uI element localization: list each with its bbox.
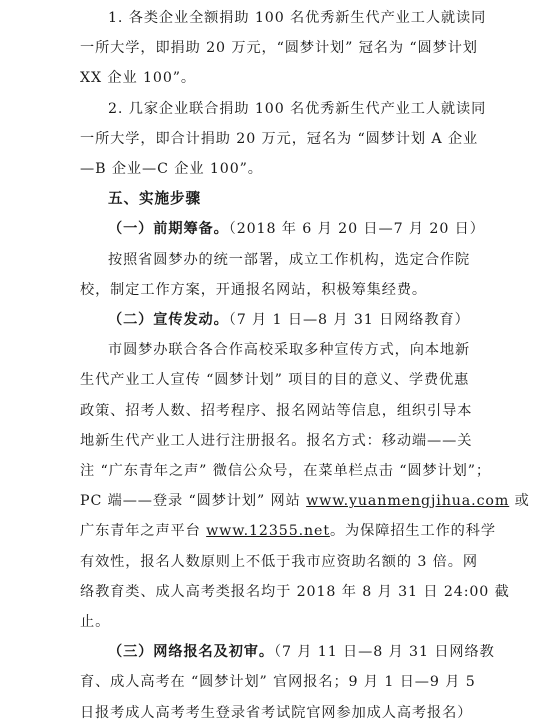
step2-body-line7-post: 。为保障招生工作的科学	[329, 523, 496, 540]
item2-line3: —B 企业—C 企业 100”。	[80, 161, 263, 177]
item1-line3: XX 企业 100”。	[80, 70, 197, 87]
step1-heading-line	[108, 219, 485, 239]
item1-line1: 1. 各类企业全额捐助 100 名优秀新生代产业工人就读同	[108, 10, 487, 26]
step2-body-line8: 有效性，报名人数原则上不低于我市应资助名额的 3 倍。网	[80, 553, 478, 570]
step2-body-line10: 止。	[80, 614, 111, 630]
step2-body-line7-pre: 广东青年之声平台	[80, 523, 207, 540]
step2-body-line5: 注 “广东青年之声” 微信公众号，在菜单栏点击 “圆梦计划”；	[80, 463, 491, 479]
step2-title: （二）宣传发动。	[108, 312, 229, 328]
step1-title: （一）前期筹备。	[108, 221, 229, 238]
step3-date: （7 月 11 日—8 月 31 日网络教	[273, 644, 495, 661]
step1-body-line1: 按照省圆梦办的统一部署，成立工作机构，选定合作院	[108, 251, 471, 268]
step2-body-line3: 政策、招考人数、招考程序、报名网站等信息，组织引导本	[80, 402, 473, 419]
step2-date: （7 月 1 日—8 月 31 日网络教育）	[228, 312, 470, 328]
step2-body-line9: 络教育类、成人高考类报名均于 2018 年 8 月 31 日 24:00 截	[80, 583, 510, 600]
section-heading: 五、实施步骤	[108, 190, 201, 208]
item2-line1: 2. 几家企业联合捐助 100 名优秀新生代产业工人就读同	[108, 100, 487, 117]
step2-body-line6-post: 或	[509, 493, 530, 510]
step2-body-line7	[80, 521, 496, 541]
step2-body-line2: 生代产业工人宣传 “圆梦计划” 项目的目的意义、学费优惠	[80, 372, 470, 389]
step3-body-line2: 日报考成人高考考生登录省考试院官网参加成人高考报名）	[80, 704, 473, 721]
item2-line2: 一所大学，即合计捐助 20 万元，冠名为 “圆梦计划 A 企业	[80, 130, 479, 147]
step3-title: （三）网络报名及初审。	[108, 644, 274, 661]
step2-body-line1: 市圆梦办联合各合作高校采取多种宣传方式，向本地新	[108, 342, 471, 359]
12355-url[interactable]: www.12355.net	[206, 523, 330, 540]
step2-body-line6	[80, 491, 530, 511]
yuanmengjihua-url[interactable]: www.yuanmengjihua.com	[306, 493, 510, 510]
step3-body-line1: 育、成人高考在 “圆梦计划” 官网报名；9 月 1 日—9 月 5	[80, 674, 476, 691]
step3-heading-line	[108, 642, 495, 662]
step2-heading-line	[108, 310, 470, 330]
item1-line2: 一所大学，即捐助 20 万元，“圆梦计划” 冠名为 “圆梦计划	[80, 40, 478, 57]
step1-body-line2: 校，制定工作方案，开通报名网站，积极筹集经费。	[80, 281, 428, 298]
step2-body-line4: 地新生代产业工人进行注册报名。报名方式：移动端——关	[80, 432, 473, 449]
step2-body-line6-pre: PC 端——登录 “圆梦计划” 网站	[80, 493, 307, 510]
step1-date: （2018 年 6 月 20 日—7 月 20 日）	[228, 221, 485, 238]
